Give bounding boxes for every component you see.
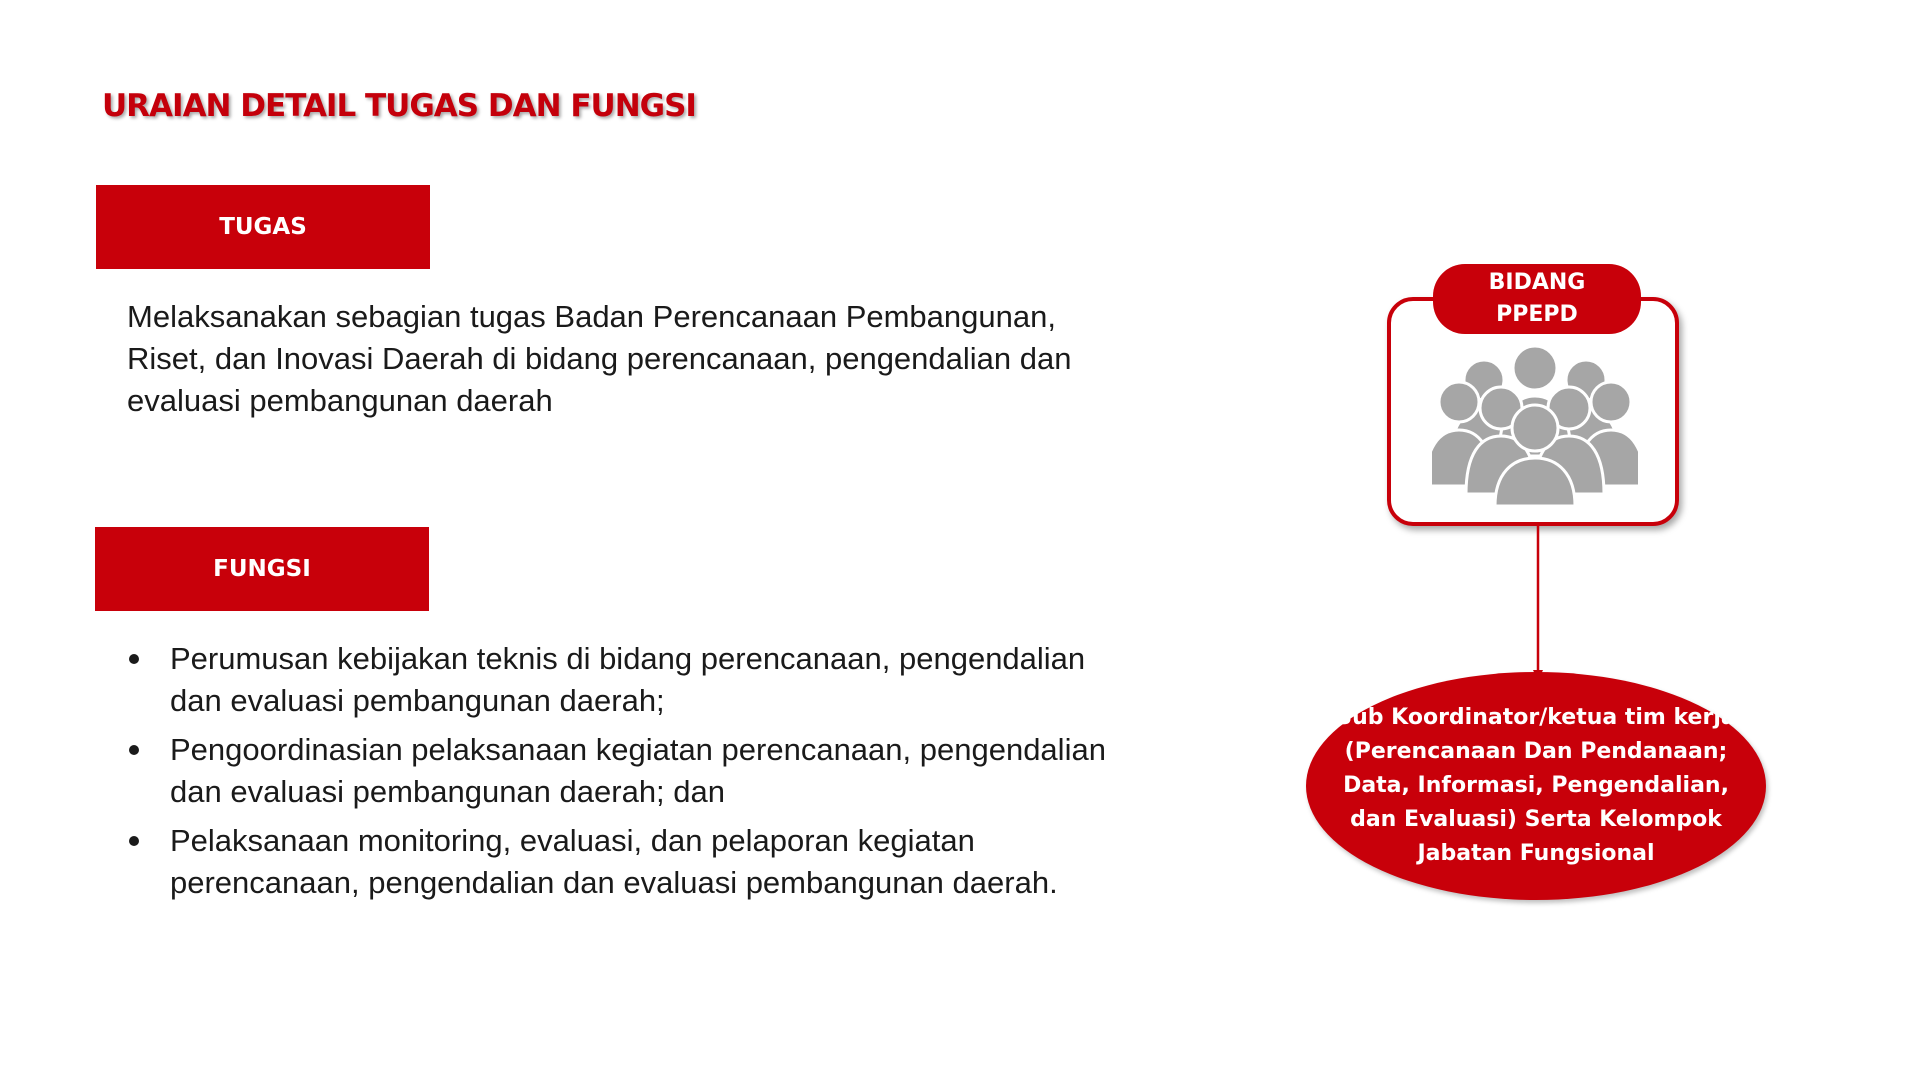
tugas-header: [96, 185, 430, 269]
bullet-icon: [129, 836, 139, 846]
tugas-label: TUGAS: [219, 214, 307, 240]
org-unit-line1: BIDANG: [1488, 270, 1586, 295]
fungsi-list: [127, 638, 1127, 911]
fungsi-item-text: Pengoordinasian pelaksanaan kegiatan perencanaan, pengendalian dan evaluasi pembangunan daerah; dan: [170, 732, 1106, 809]
bullet-icon: [129, 654, 139, 664]
bullet-icon: [129, 745, 139, 755]
list-item: [127, 820, 1127, 904]
fungsi-header: [95, 527, 429, 611]
list-item: [127, 638, 1127, 722]
connector-arrow: [1533, 526, 1543, 682]
sub-unit-node: [1306, 672, 1766, 900]
fungsi-label: FUNGSI: [213, 556, 311, 582]
list-item: [127, 729, 1127, 813]
org-unit-line2: PPEPD: [1496, 302, 1578, 327]
fungsi-item-text: Perumusan kebijakan teknis di bidang perencanaan, pengendalian dan evaluasi pembangunan daerah;: [170, 641, 1086, 718]
tugas-text: Melaksanakan sebagian tugas Badan Perencanaan Pembangunan, Riset, dan Inovasi Daerah di bidang perencanaan, pengendalian dan evaluasi pembangunan daerah: [127, 299, 1072, 418]
people-group-icon: [1432, 346, 1638, 506]
fungsi-item-text: Pelaksanaan monitoring, evaluasi, dan pelaporan kegiatan perencanaan, pengendalian dan evaluasi pembangunan daerah.: [170, 823, 1058, 900]
org-unit-label: [1433, 264, 1641, 334]
sub-unit-text: Sub Koordinator/ketua tim kerja (Perencanaan Dan Pendanaan; Data, Informasi, Pengendalian, dan Evaluasi) Serta Kelompok Jabatan Fungsional: [1336, 705, 1736, 866]
page-title: URAIAN DETAIL TUGAS DAN FUNGSI: [102, 88, 696, 124]
